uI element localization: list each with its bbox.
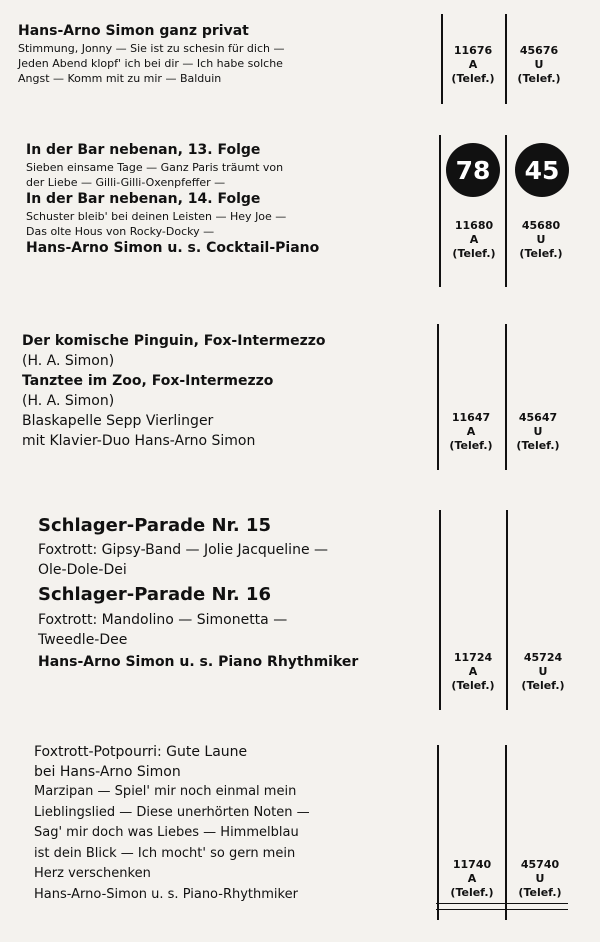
track-line: Sieben einsame Tage — Ganz Paris träumt von (26, 161, 284, 174)
entry-title: bei Hans-Arno Simon (34, 764, 181, 780)
badge-45-rpm: 45 (515, 143, 569, 197)
track-line: Foxtrott: Mandolino — Simonetta — (38, 612, 288, 628)
entry-text (18, 22, 284, 86)
track-line: Tweedle-Dee (38, 632, 128, 648)
catalog-number-a: 11724 A (Telef.) (451, 651, 495, 692)
rule-line (436, 909, 568, 910)
artist-line: Blaskapelle Sepp Vierlinger (22, 413, 214, 429)
column-divider (505, 14, 507, 104)
track-line: Angst — Komm mit zu mir — Balduin (18, 72, 222, 85)
artist-line: mit Klavier-Duo Hans-Arno Simon (22, 433, 256, 449)
composer-line: (H. A. Simon) (22, 393, 115, 409)
track-line: Foxtrott: Gipsy-Band — Jolie Jacqueline — (38, 542, 329, 558)
catalog-number-u: 45740 U (Telef.) (518, 858, 562, 899)
track-line: Ole-Dole-Dei (38, 562, 127, 578)
badge-78-rpm: 78 (446, 143, 500, 197)
entry-text (34, 742, 310, 905)
track-line: Herz verschenken (34, 866, 151, 881)
entry-title: Schlager-Parade Nr. 15 (38, 515, 271, 536)
entry-title: Hans-Arno Simon ganz privat (18, 23, 249, 39)
artist-line: Hans-Arno-Simon u. s. Piano-Rhythmiker (34, 886, 298, 902)
track-line: Lieblingslied — Diese unerhörten Noten — (34, 804, 310, 820)
track-line: der Liebe — Gilli-Gilli-Oxenpfeffer — (26, 176, 226, 189)
track-line: Das olte Hous von Rocky-Docky — (26, 225, 215, 238)
catalog-number-u: 45676 U (Telef.) (517, 44, 561, 85)
composer-line: (H. A. Simon) (22, 353, 115, 369)
entry-text (38, 512, 358, 674)
rule-line (436, 903, 568, 904)
column-divider (439, 510, 441, 710)
track-line: Tanztee im Zoo, Fox-Intermezzo (22, 373, 274, 389)
track-line: Der komische Pinguin, Fox-Intermezzo (22, 333, 326, 349)
entry-title: Foxtrott-Potpourri: Gute Laune (34, 744, 248, 760)
entry-title: In der Bar nebenan, 14. Folge (26, 191, 261, 207)
column-divider (437, 324, 439, 470)
entry-text (26, 141, 319, 258)
catalog-number-u: 45647 U (Telef.) (516, 411, 560, 452)
entry-title: Schlager-Parade Nr. 16 (38, 584, 271, 605)
catalog-number-a: 11647 A (Telef.) (449, 411, 493, 452)
artist-line: Hans-Arno Simon u. s. Cocktail-Piano (26, 240, 320, 256)
track-line: Stimmung, Jonny — Sie ist zu schesin für dich — (18, 42, 285, 55)
track-line: Schuster bleib' bei deinen Leisten — Hey Joe — (26, 210, 287, 223)
artist-line: Hans-Arno Simon u. s. Piano Rhythmiker (38, 654, 359, 670)
catalog-number-a: 11676 A (Telef.) (451, 44, 495, 85)
track-line: Marzipan — Spiel' mir noch einmal mein (34, 784, 297, 799)
catalog-number-u: 45680 U (Telef.) (519, 219, 563, 260)
column-divider (505, 135, 507, 287)
track-line: Jeden Abend klopf' ich bei dir — Ich habe solche (18, 57, 283, 70)
entry-title: In der Bar nebenan, 13. Folge (26, 142, 261, 158)
column-divider (437, 745, 439, 920)
catalog-number-a: 11740 A (Telef.) (450, 858, 494, 899)
entry-text (22, 331, 326, 451)
column-divider (506, 510, 508, 710)
catalog-number-a: 11680 A (Telef.) (452, 219, 496, 260)
column-divider (505, 745, 507, 920)
track-line: ist dein Blick — Ich mocht' so gern mein (34, 845, 296, 861)
catalog-number-u: 45724 U (Telef.) (521, 651, 565, 692)
column-divider (505, 324, 507, 470)
column-divider (439, 135, 441, 287)
track-line: Sag' mir doch was Liebes — Himmelblau (34, 825, 299, 840)
